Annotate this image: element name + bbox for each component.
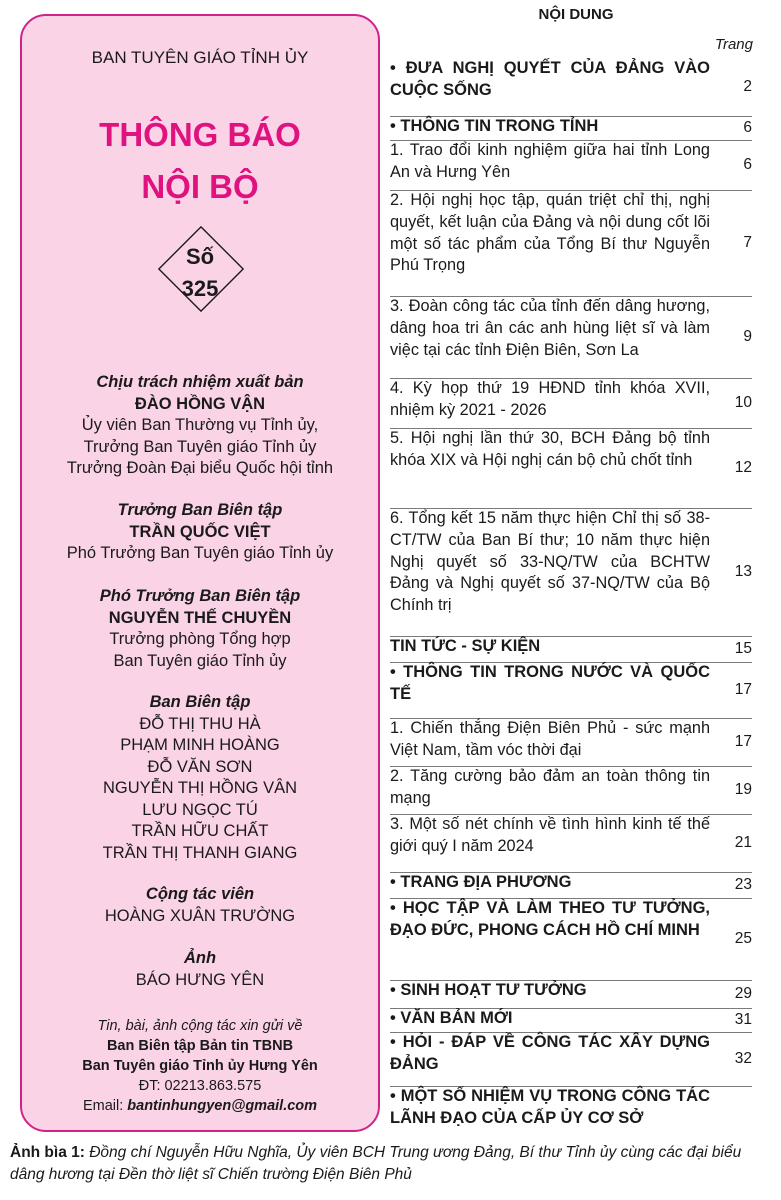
- toc-entry[interactable]: [390, 508, 752, 636]
- toc-entry-title: 1. Chiến thắng Điện Biên Phủ - sức mạnh Việt Nam, tầm vóc thời đại: [390, 719, 710, 759]
- board-member: ĐỖ VĂN SƠN: [147, 757, 253, 776]
- contact-phone: ĐT: 02213.863.575: [138, 1078, 262, 1094]
- toc-page-column-label: Trang: [714, 36, 753, 53]
- publication-title-line1: THÔNG BÁO: [99, 116, 301, 153]
- toc-entry-title: 2. Hội nghị học tập, quán triệt chỉ thị, nghị quyết, kết luận của Đảng và nội dung cốt lõi một số tác phẩm của Tổng Bí thư Nguyễn Phú Trọng: [390, 191, 710, 275]
- collaborator-block: [22, 884, 378, 927]
- toc-heading: NỘI DUNG: [538, 6, 614, 23]
- board-member: TRẦN HỮU CHẤT: [131, 822, 269, 840]
- caption-label: Ảnh bìa 1:: [10, 1144, 85, 1161]
- editorial-board-label: Ban Biên tập: [149, 693, 251, 711]
- email-label: Email:: [82, 1098, 128, 1114]
- toc-entry[interactable]: [390, 140, 752, 190]
- toc-entry-page: 25: [734, 930, 752, 947]
- board-member: ĐỖ THỊ THU HÀ: [139, 714, 261, 733]
- toc-entry-title: 3. Đoàn công tác của tỉnh đến dâng hương, dâng hoa tri ân các anh hùng liệt sĩ và làm việc tại các tỉnh Điện Biên, Sơn La: [390, 297, 710, 359]
- toc-entry-page: 19: [734, 781, 752, 798]
- photo-credit-block: [22, 948, 378, 991]
- photo-label: Ảnh: [183, 949, 217, 967]
- toc-entry[interactable]: [390, 872, 752, 898]
- toc-entry-title: TIN TỨC - SỰ KIỆN: [390, 637, 541, 655]
- board-member: LƯU NGỌC TÚ: [142, 800, 258, 819]
- toc-entry-title: • HỌC TẬP VÀ LÀM THEO TƯ TƯỞNG, ĐẠO ĐỨC, PHONG CÁCH HỒ CHÍ MINH: [390, 899, 710, 939]
- contact-email-line: [22, 1096, 378, 1116]
- publication-title-line2: NỘI BỘ: [141, 168, 259, 205]
- editorial-board-block: [22, 692, 378, 864]
- toc-entry-page: 17: [734, 733, 752, 750]
- toc-entry[interactable]: [390, 814, 752, 872]
- deputy-editor-block: [22, 586, 378, 672]
- deputy-editor-name: NGUYỄN THẾ CHUYỀN: [108, 608, 292, 627]
- toc-entry-title: • THÔNG TIN TRONG TỈNH: [390, 117, 599, 135]
- contact-email[interactable]: bantinhungyen@gmail.com: [127, 1098, 318, 1114]
- editor-in-chief-role: Phó Trưởng Ban Tuyên giáo Tỉnh ủy: [66, 544, 334, 562]
- toc-entry-title: • THÔNG TIN TRONG NƯỚC VÀ QUỐC TẾ: [390, 663, 710, 703]
- collaborator-name: HOÀNG XUÂN TRƯỜNG: [104, 906, 296, 925]
- toc-entry-title: 2. Tăng cường bảo đảm an toàn thông tin mạng: [390, 767, 710, 807]
- editor-in-chief-block: [22, 500, 378, 565]
- toc-entry[interactable]: [390, 718, 752, 766]
- toc-entry-page: 31: [734, 1011, 752, 1028]
- toc-entry-title: • ĐƯA NGHỊ QUYẾT CỦA ĐẢNG VÀO CUỘC SỐNG: [390, 59, 710, 99]
- publisher-label: Chịu trách nhiệm xuất bản: [96, 373, 304, 391]
- org-name: BAN TUYÊN GIÁO TỈNH ỦY: [91, 48, 309, 67]
- publisher-block: [22, 372, 378, 480]
- toc-entry-page: 29: [734, 985, 752, 1002]
- publisher-role: Trưởng Đoàn Đại biểu Quốc hội tỉnh: [66, 459, 334, 477]
- toc-entry-page: 32: [734, 1050, 752, 1067]
- editor-in-chief-name: TRẦN QUỐC VIỆT: [129, 522, 271, 541]
- editor-in-chief-label: Trưởng Ban Biên tập: [117, 501, 283, 519]
- board-member: NGUYỄN THỊ HỒNG VÂN: [102, 779, 298, 797]
- toc-entry[interactable]: [390, 428, 752, 508]
- toc-entry-page: 13: [734, 563, 752, 580]
- toc-entry[interactable]: [390, 898, 752, 980]
- toc-entry-page: 21: [734, 834, 752, 851]
- contact-recipient: Ban Biên tập Bản tin TBNB: [106, 1038, 294, 1054]
- board-member: PHẠM MINH HOÀNG: [120, 736, 280, 754]
- toc-entry-page: 2: [743, 78, 752, 95]
- toc-entry[interactable]: [390, 662, 752, 718]
- toc-entry[interactable]: [390, 190, 752, 296]
- caption-text: Đồng chí Nguyễn Hữu Nghĩa, Ủy viên BCH Trung ương Đảng, Bí thư Tỉnh ủy cùng các đại biểu dâng hương tại Đền thờ liệt sĩ Chiến trường Điện Biên Phủ: [10, 1144, 742, 1183]
- collaborator-label: Cộng tác viên: [145, 885, 255, 903]
- deputy-editor-role: Trưởng phòng Tổng hợp: [109, 630, 291, 648]
- toc-entry-title: • TRANG ĐỊA PHƯƠNG: [390, 873, 572, 891]
- toc-entry-title: 1. Trao đổi kinh nghiệm giữa hai tỉnh Long An và Hưng Yên: [390, 141, 710, 181]
- photo-credit: BÁO HƯNG YÊN: [135, 970, 265, 989]
- toc-entry[interactable]: [390, 296, 752, 378]
- contact-org: Ban Tuyên giáo Tỉnh ủy Hưng Yên: [82, 1058, 318, 1074]
- masthead-panel: [20, 14, 380, 1132]
- toc-entry-title: • MỘT SỐ NHIỆM VỤ TRONG CÔNG TÁC LÃNH ĐẠO CỦA CẤP ỦY CƠ SỞ: [390, 1087, 710, 1127]
- toc-entry[interactable]: [390, 636, 752, 662]
- toc-entry[interactable]: [390, 1086, 752, 1132]
- toc-entry[interactable]: [390, 766, 752, 814]
- publisher-role: Ủy viên Ban Thường vụ Tỉnh ủy,: [81, 416, 319, 434]
- toc-entry-page: 17: [734, 681, 752, 698]
- issue-label: Số: [185, 244, 215, 269]
- toc-entry-page: 10: [734, 394, 752, 411]
- deputy-editor-label: Phó Trưởng Ban Biên tập: [99, 587, 301, 605]
- toc-entry-page: 23: [734, 876, 752, 893]
- toc-entry-page: 12: [734, 459, 752, 476]
- toc-entry-page: 7: [743, 234, 752, 251]
- toc-entry-title: 4. Kỳ họp thứ 19 HĐND tỉnh khóa XVII, nhiệm kỳ 2021 - 2026: [390, 379, 710, 419]
- toc-entry-page: 9: [743, 328, 752, 345]
- toc-entry[interactable]: [390, 980, 752, 1008]
- toc-entry-page: 6: [743, 119, 752, 136]
- toc-entry-title: • HỎI - ĐÁP VỀ CÔNG TÁC XÂY DỰNG ĐẢNG: [390, 1033, 710, 1073]
- toc-entry[interactable]: [390, 116, 752, 140]
- toc-entry-title: 6. Tổng kết 15 năm thực hiện Chỉ thị số 38-CT/TW của Ban Bí thư; 10 năm thực hiện Nghị quyết số 33-NQ/TW của BCHTW Đảng và Nghị quyết số 37-NQ/TW của Bộ Chính trị: [390, 509, 710, 615]
- publisher-role: Trưởng Ban Tuyên giáo Tỉnh ủy: [83, 437, 317, 456]
- cover-photo-caption: [10, 1142, 772, 1186]
- board-member: TRẦN THỊ THANH GIANG: [102, 843, 298, 862]
- toc-entry-title: • VĂN BẢN MỚI: [390, 1009, 513, 1027]
- toc-entry-title: 3. Một số nét chính về tình hình kinh tế thế giới quý I năm 2024: [390, 815, 710, 855]
- toc-entry-page: 15: [734, 640, 752, 657]
- toc-entry[interactable]: [390, 378, 752, 428]
- contact-intro: Tin, bài, ảnh cộng tác xin gửi về: [97, 1018, 303, 1034]
- issue-number: 325: [181, 276, 219, 301]
- toc-entry[interactable]: [390, 1032, 752, 1086]
- toc-entry-page: 6: [743, 156, 752, 173]
- toc-entry-title: 5. Hội nghị lần thứ 30, BCH Đảng bộ tỉnh khóa XIX và Hội nghị cán bộ chủ chốt tỉnh: [390, 429, 710, 469]
- contact-block: [22, 1016, 378, 1116]
- toc-entry[interactable]: [390, 58, 752, 116]
- publisher-name: ĐÀO HỒNG VẬN: [134, 394, 266, 413]
- toc-entry[interactable]: [390, 1008, 752, 1032]
- deputy-editor-role: Ban Tuyên giáo Tỉnh ủy: [113, 651, 287, 670]
- toc-entry-title: • SINH HOẠT TƯ TƯỞNG: [390, 981, 587, 999]
